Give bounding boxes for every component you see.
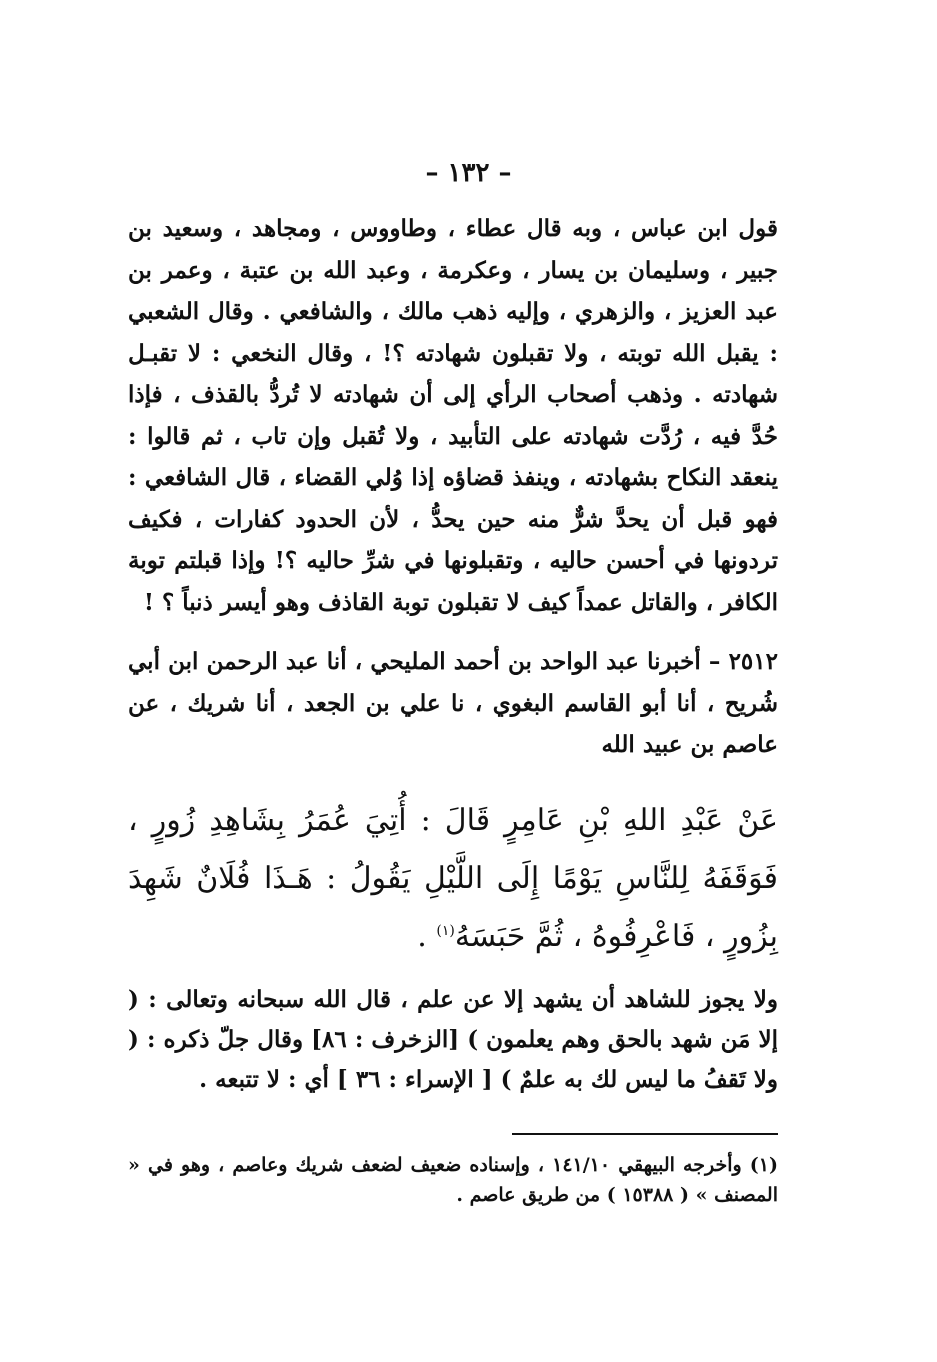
hadith-text — [128, 792, 778, 966]
page-number: – ١٣٢ – — [425, 158, 512, 188]
hadith-end: . — [417, 918, 437, 954]
paragraph-ruling: ولا يجوز للشاهد أن يشهد إلا عن علم ، قال الله سبحانه وتعالى : ( إلا مَن شهد بالحق وهم يعلمون ) [الزخرف : ٨٦] وقال جلّ ذكره : ( ولا تَقفُ ما ليس لك به علمٌ ) [ الإسراء : ٣٦ ] أي : لا تتبعه . — [128, 985, 778, 1093]
footnote-divider — [512, 1133, 778, 1135]
footnote-ref: (١) — [436, 922, 455, 939]
footnote: (١) وأخرجه البيهقي ١٤١/١٠ ، وإسناده ضعيف لضعف شريك وعاصم ، وهو في « المصنف » ( ١٥٣٨٨ ) من طريق عاصم . — [128, 1154, 778, 1206]
paragraph-isnad: ٢٥١٢ – أخبرنا عبد الواحد بن أحمد المليحي ، أنا عبد الرحمن ابن أبي شُريح ، أنا أبو القاسم البغوي ، نا علي بن الجعد ، أنا شريك ، عن عاصم بن عبيد الله — [128, 648, 778, 758]
main-text — [128, 208, 778, 1100]
hadith-body: عَنْ عَبْدِ اللهِ بْنِ عَامِرٍ قَالَ : أُتِيَ عُمَرُ بِشَاهِدِ زُورٍ ، فَوَقَفَهُ لِلنَّاسِ يَوْمًا إِلَى اللَّيْلِ يَقُولُ : هَـذَا فُلَانٌ شَهِدَ بِزُورٍ ، فَاعْرِفُوهُ ، ثُمَّ حَبَسَهُ — [128, 802, 778, 954]
paragraph-commentary: قول ابن عباس ، وبه قال عطاء ، وطاووس ، ومجاهد ، وسعيد بن جبير ، وسليمان بن يسار ، وعكرمة ، وعبد الله بن عتبة ، وعمر بن عبد العزيز ، والزهري ، وإليه ذهب مالك ، والشافعي . وقال الشعبي : يقبل الله توبته ، ولا تقبلون شهادته ؟! ، وقال النخعي : لا تقبـل شهادته . وذهب أصحاب الرأي إلى أن شهادته لا تُردُّ بالقذف ، فإذا حُدَّ فيه ، رُدَّت شهادته على التأبيد ، ولا تُقبل وإن تاب ، ثم قالوا : ينعقد النكاح بشهادته ، وينفذ قضاؤه إذا وُلي القضاء ، قال الشافعي : فهو قبل أن يحدَّ شرٌّ منه حين يحدُّ ، لأن الحدود كفارات ، فكيف تردونها في أحسن حاليه ، وتقبلونها في شرِّ حاليه ؟! وإذا قبلتم توبة الكافر ، والقاتل عمداً كيف لا تقبلون توبة القاذف وهو أيسر ذنباً ؟ ! — [128, 215, 778, 616]
